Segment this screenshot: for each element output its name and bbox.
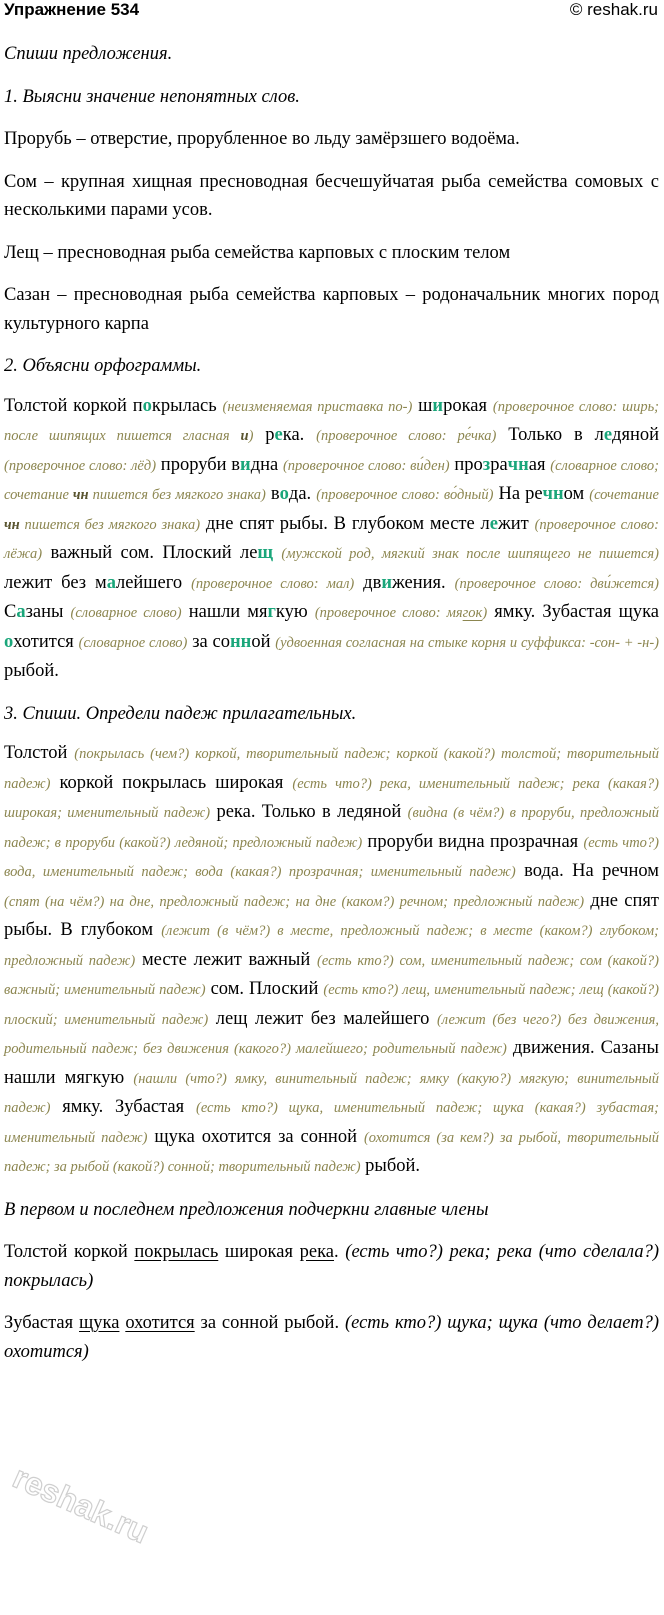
- orthogram-comment: (неизменяемая приставка по-): [222, 398, 413, 415]
- page-header: [0, 0, 664, 28]
- case-comment: (покрылась (чем?) коркой, творительный падеж; коркой (какой?) толстой; творительный падеж): [4, 746, 659, 792]
- case-comment: (есть кто?) лещ, именительный падеж; лещ (какой?) плоский; именительный падеж): [4, 982, 660, 1028]
- definition-prorub: Прорубь – отверстие, прорубленное во льду замёрзшего водоёма.: [4, 129, 520, 149]
- orthogram-comment: (словарное слово): [78, 634, 188, 651]
- orthogram-comment: (проверочное слово: ширь; после шипящих пишется гласная и): [4, 398, 659, 444]
- highlight-letter: а: [16, 602, 26, 622]
- case-comment: (есть кто?) щука, именительный падеж; щука (какая?) зубастая; именительный падеж): [4, 1100, 659, 1146]
- orthogram-comment: (проверочное слово: лёд): [4, 457, 157, 474]
- highlight-letter: е: [489, 513, 498, 534]
- exercise-title: Упражнение 534: [4, 0, 140, 19]
- definition-sazan: Сазан – пресноводная рыба семейства карповых – родоначальник многих пород культурного карпа: [4, 285, 659, 334]
- highlight-letter: о: [4, 631, 14, 652]
- orthography-paragraph: Толстой коркой покрылась (неизменяемая приставка по-) широкая (проверочное слово: ширь; после шипящих пишется гласная и) река. (проверочное слово: ре́чка) Только в ледяной (проверочное слово: лёд) проруби видна (проверочное слово: ви́ден) прозрачная (словарное слово; сочетание чн пишется без мягкого знака) вода. (проверочное слово: во́дный) На речном (сочетание чн пишется без мягкого знака) дне спят рыбы. В глубоком месте лежит (проверочное слово: лёжа) важный сом. Плоский лещ (мужской род, мягкий знак после шипящего не пишется) лежит без малейшего (проверочное слово: мал) движения. (проверочное слово: дви́жется) Сазаны (словарное слово) нашли мягкую (проверочное слово: мягок) ямку. Зубастая щука охотится (словарное слово) за сонной (удвоенная согласная на стыке корня и суффикса: -сон- + -н-) рыбой.: [4, 395, 660, 681]
- highlight-letter: и: [240, 454, 251, 475]
- highlight-letter: щ: [257, 543, 274, 563]
- instruction-task3: 3. Спиши. Определи падеж прилагательных.: [4, 703, 357, 724]
- subject-underlined: река: [299, 1242, 335, 1262]
- orthogram-comment: (словарное слово; сочетание чн пишется без мягкого знака): [4, 457, 659, 503]
- case-comment: (есть что?) вода, именительный падеж; вода (какая?) прозрачная; именительный падеж): [4, 834, 659, 880]
- orthogram-comment: (проверочное слово: мал): [191, 575, 355, 592]
- instruction-task4: В первом и последнем предложения подчеркни главные члены: [4, 1199, 489, 1220]
- highlight-letter: и: [432, 395, 444, 416]
- highlight-letter: з: [482, 454, 491, 475]
- predicate-underlined: покрылась: [134, 1242, 219, 1262]
- sentence-explanation: (есть что?) река; река (что сделала?) покрылась): [4, 1242, 660, 1291]
- orthogram-comment: (удвоенная согласная на стыке корня и суффикса: -сон- + -н-): [275, 634, 659, 651]
- case-comment: (видна (в чём?) в проруби, предложный падеж; в проруби (какой?) ледяной; предложный падеж): [4, 805, 660, 851]
- definition-som: Сом – крупная хищная пресноводная бесчешуйчатая рыба семейства сомовых с несколькими парами усов.: [4, 171, 659, 220]
- orthogram-comment: (словарное слово): [70, 605, 182, 621]
- watermark-text: reshak.ru: [7, 1458, 154, 1551]
- source-label: © reshak.ru: [569, 0, 658, 19]
- highlight-letter: нн: [229, 631, 252, 652]
- highlight-letter: о: [279, 484, 289, 504]
- orthogram-comment: (проверочное слово: лёжа): [4, 516, 659, 562]
- highlight-letter: и: [381, 572, 392, 593]
- case-comment: (нашли (что?) ямку, винительный падеж; ямку (какую?) мягкую; винительный падеж): [4, 1070, 659, 1116]
- case-comment: (есть что?) река, именительный падеж; река (какая?) широкая; именительный падеж): [4, 775, 659, 821]
- watermark-logo: [4, 1448, 154, 1558]
- orthogram-comment: (проверочное слово: во́дный): [316, 487, 494, 503]
- instruction-task1: 1. Выясни значение непонятных слов.: [4, 86, 300, 107]
- sentence-explanation: (есть кто?) щука; щука (что делает?) охотится): [4, 1313, 659, 1362]
- orthogram-comment: (проверочное слово: ре́чка): [316, 428, 497, 444]
- highlight-letter: чн: [542, 484, 564, 504]
- highlight-letter: чн: [507, 454, 529, 475]
- orthogram-comment: (сочетание чн пишется без мягкого знака): [4, 487, 659, 533]
- underline-sentence-2: Зубастая щука охотится за сонной рыбой. (есть кто?) щука; щука (что делает?) охотится): [4, 1313, 659, 1362]
- subject-underlined: щука: [79, 1313, 120, 1333]
- definition-leshch: Лещ – пресноводная рыба семейства карповых с плоским телом: [4, 242, 511, 263]
- predicate-underlined: охотится: [125, 1313, 195, 1333]
- orthogram-comment: (проверочное слово: мягок): [314, 605, 488, 621]
- underline-sentence-1: Толстой коркой покрылась широкая река. (есть что?) река; река (что сделала?) покрылась): [4, 1242, 660, 1291]
- instruction-task2: 2. Объясни орфограммы.: [4, 356, 202, 376]
- orthogram-comment: (проверочное слово: ви́ден): [282, 457, 450, 474]
- highlight-letter: о: [142, 395, 152, 416]
- highlight-letter: е: [603, 425, 613, 445]
- case-comment: (лежит (без чего?) без движения, родительный падеж; без движения (какого?) малейшего; родительный падеж): [4, 1011, 659, 1057]
- content: [0, 40, 664, 1366]
- case-comment: (лежит (в чём?) в месте, предложный падеж; в месте (каком?) глубоком; предложный падеж): [4, 923, 659, 969]
- orthogram-comment: (мужской род, мягкий знак после шипящего не пишется): [281, 546, 660, 562]
- highlight-letter: г: [267, 602, 276, 622]
- case-comment: (есть кто?) сом, именительный падеж; сом (какой?) важный; именительный падеж): [4, 952, 659, 998]
- highlight-letter: е: [274, 425, 283, 445]
- case-comment: (спят (на чём?) на дне, предложный падеж; на дне (каком?) речном; предложный падеж): [4, 893, 585, 910]
- instruction-main: Спиши предложения.: [4, 44, 173, 64]
- cases-paragraph: Толстой (покрылась (чем?) коркой, творительный падеж; коркой (какой?) толстой; творительный падеж) коркой покрылась широкая (есть что?) река, именительный падеж; река (какая?) широкая; именительный падеж) река. Только в ледяной (видна (в чём?) в проруби, предложный падеж; в проруби (какой?) ледяной; предложный падеж) проруби видна прозрачная (есть что?) вода, именительный падеж; вода (какая?) прозрачная; именительный падеж) вода. На речном (спят (на чём?) на дне, предложный падеж; на дне (каком?) речном; предложный падеж) дне спят рыбы. В глубоком (лежит (в чём?) в месте, предложный падеж; в месте (каком?) глубоком; предложный падеж) месте лежит важный (есть кто?) сом, именительный падеж; сом (какой?) важный; именительный падеж) сом. Плоский (есть кто?) лещ, именительный падеж; лещ (какой?) плоский; именительный падеж) лещ лежит без малейшего (лежит (без чего?) без движения, родительный падеж; без движения (какого?) малейшего; родительный падеж) движения. Сазаны нашли мягкую (нашли (что?) ямку, винительный падеж; ямку (какую?) мягкую; винительный падеж) ямку. Зубастая (есть кто?) щука, именительный падеж; щука (какая?) зубастая; именительный падеж) щука охотится за сонной (охотится (за кем?) за рыбой, творительный падеж; за рыбой (какой?) сонной; творительный падеж) рыбой.: [4, 743, 660, 1176]
- highlight-letter: а: [106, 572, 116, 593]
- case-comment: (охотится (за кем?) за рыбой, творительный падеж; за рыбой (какой?) сонной; творительный падеж): [4, 1129, 659, 1175]
- orthogram-comment: (проверочное слово: дви́жется): [454, 575, 659, 592]
